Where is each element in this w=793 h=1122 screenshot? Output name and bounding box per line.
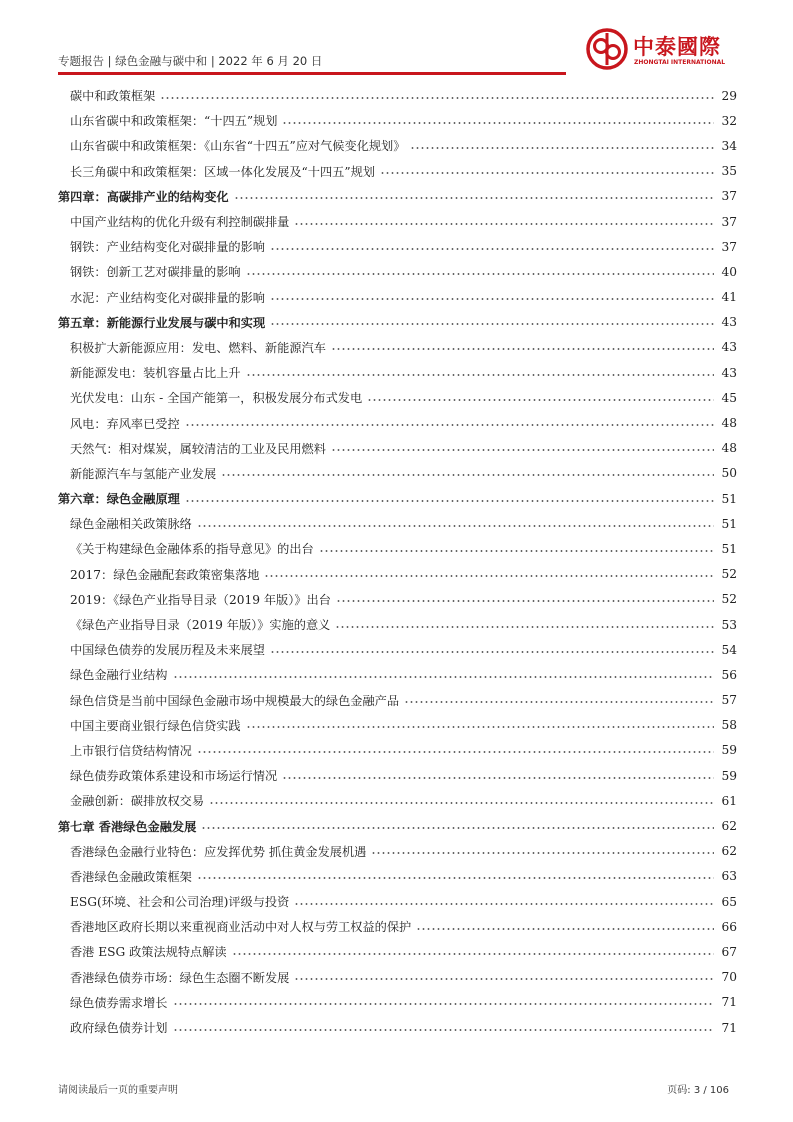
toc-dot-leader	[185, 422, 714, 428]
toc-dot-leader	[294, 901, 714, 907]
toc-dot-leader	[371, 850, 714, 856]
toc-dot-leader	[410, 145, 714, 151]
toc-entry[interactable]	[58, 436, 737, 461]
zhongtai-logo-icon	[586, 28, 628, 70]
toc-entry[interactable]	[58, 763, 737, 788]
toc-entry-title: 绿色金融相关政策脉络	[70, 517, 192, 532]
toc-entry-title: 香港绿色金融行业特色：应发挥优势 抓住黄金发展机遇	[70, 844, 367, 859]
toc-entry-page: 43	[721, 315, 737, 330]
toc-entry-title: 天然气：相对煤炭，属较清洁的工业及民用燃料	[70, 441, 326, 456]
toc-dot-leader	[282, 120, 714, 126]
toc-entry-page: 43	[721, 365, 737, 380]
toc-entry[interactable]	[58, 562, 737, 587]
toc-entry[interactable]	[58, 360, 737, 385]
toc-dot-leader	[335, 624, 714, 630]
toc-dot-leader	[270, 296, 714, 302]
toc-entry-page: 37	[721, 239, 737, 254]
toc-entry-page: 62	[721, 819, 737, 834]
toc-entry[interactable]	[58, 83, 737, 108]
toc-entry-title: 金融创新：碳排放权交易	[70, 794, 205, 809]
toc-entry-page: 40	[721, 264, 737, 279]
toc-entry-title: 光伏发电：山东 - 全国产能第一，积极发展分布式发电	[70, 391, 363, 406]
toc-entry-title: 绿色信贷是当前中国绿色金融市场中规模最大的绿色金融产品	[70, 693, 400, 708]
toc-entry-page: 71	[721, 1020, 737, 1035]
toc-dot-leader	[294, 221, 714, 227]
toc-entry-title: 山东省碳中和政策框架：《山东省“十四五”应对气候变化规划》	[70, 139, 406, 154]
toc-dot-leader	[209, 800, 714, 806]
toc-entry[interactable]	[58, 914, 737, 939]
toc-entry[interactable]	[58, 688, 737, 713]
toc-entry-page: 71	[721, 995, 737, 1010]
toc-dot-leader	[331, 346, 714, 352]
toc-entry[interactable]	[58, 461, 737, 486]
toc-entry-title: 绿色债券需求增长	[70, 995, 168, 1010]
toc-chapter-entry[interactable]	[58, 184, 737, 209]
toc-dot-leader	[173, 1027, 715, 1033]
toc-entry-page: 35	[721, 164, 737, 179]
toc-entry-page: 67	[721, 944, 737, 959]
toc-entry-title: 政府绿色债券计划	[70, 1021, 168, 1036]
toc-entry-title: 新能源发电：装机容量占比上升	[70, 366, 241, 381]
toc-entry-title: 第七章 香港绿色金融发展	[58, 819, 197, 834]
toc-entry[interactable]	[58, 637, 737, 662]
logo-name-cn: 中泰國際	[633, 35, 721, 59]
toc-dot-leader	[246, 271, 714, 277]
toc-entry-page: 50	[721, 466, 737, 481]
toc-entry-page: 37	[721, 214, 737, 229]
toc-dot-leader	[185, 498, 714, 504]
toc-entry[interactable]	[58, 159, 737, 184]
toc-entry-page: 58	[721, 718, 737, 733]
toc-dot-leader	[197, 523, 714, 529]
toc-entry-page: 52	[721, 592, 737, 607]
toc-dot-leader	[232, 951, 714, 957]
toc-entry-title: 《关于构建绿色金融体系的指导意见》的出台	[70, 542, 314, 557]
toc-entry[interactable]	[58, 662, 737, 687]
toc-entry-page: 48	[721, 416, 737, 431]
toc-entry-title: 香港地区政府长期以来重视商业活动中对人权与劳工权益的保护	[70, 920, 412, 935]
toc-entry[interactable]	[58, 939, 737, 964]
toc-entry-title: 新能源汽车与氢能产业发展	[70, 466, 217, 481]
company-logo	[586, 28, 726, 70]
toc-entry[interactable]	[58, 889, 737, 914]
toc-entry-title: ESG(环境、社会和公司治理)评级与投资	[70, 895, 290, 910]
toc-entry-title: 上市银行信贷结构情况	[70, 743, 192, 758]
toc-dot-leader	[246, 372, 714, 378]
toc-dot-leader	[173, 1001, 715, 1007]
table-of-contents	[58, 83, 737, 1040]
toc-entry-title: 香港绿色金融政策框架	[70, 869, 192, 884]
toc-entry[interactable]	[58, 864, 737, 889]
toc-entry-page: 59	[721, 743, 737, 758]
toc-entry-page: 51	[721, 541, 737, 556]
toc-entry-page: 61	[721, 793, 737, 808]
toc-dot-leader	[380, 170, 714, 176]
toc-dot-leader	[197, 749, 714, 755]
toc-dot-leader	[221, 472, 714, 478]
toc-chapter-entry[interactable]	[58, 310, 737, 335]
toc-entry-page: 45	[721, 390, 737, 405]
report-header: 专题报告 | 绿色金融与碳中和 | 2022 年 6 月 20 日	[58, 54, 323, 68]
toc-entry-page: 48	[721, 441, 737, 456]
toc-dot-leader	[270, 321, 714, 327]
toc-dot-leader	[294, 976, 714, 982]
toc-entry[interactable]	[58, 335, 737, 360]
toc-entry-page: 41	[721, 290, 737, 305]
toc-entry[interactable]	[58, 587, 737, 612]
header-divider	[58, 72, 566, 75]
toc-entry-title: 香港 ESG 政策法规特点解读	[70, 945, 227, 960]
toc-entry-page: 32	[721, 113, 737, 128]
toc-entry-title: 中国主要商业银行绿色信贷实践	[70, 718, 241, 733]
toc-entry-page: 37	[721, 189, 737, 204]
toc-dot-leader	[331, 447, 714, 453]
toc-entry-title: 水泥：产业结构变化对碳排量的影响	[70, 290, 265, 305]
toc-entry[interactable]	[58, 234, 737, 259]
toc-entry-page: 62	[721, 844, 737, 859]
toc-entry-page: 52	[721, 567, 737, 582]
toc-entry[interactable]	[58, 108, 737, 133]
toc-entry-title: 风电：弃风率已受控	[70, 416, 180, 431]
toc-entry-page: 43	[721, 340, 737, 355]
toc-entry-page: 51	[721, 491, 737, 506]
toc-entry-page: 56	[721, 667, 737, 682]
toc-entry-title: 绿色债券政策体系建设和市场运行情况	[70, 769, 278, 784]
toc-entry-title: 长三角碳中和政策框架：区域一体化发展及“十四五”规划	[70, 164, 375, 179]
toc-entry-title: 碳中和政策框架	[70, 89, 156, 104]
toc-dot-leader	[173, 674, 715, 680]
toc-entry[interactable]	[58, 965, 737, 990]
toc-entry-title: 2019：《绿色产业指导目录（2019 年版）》出台	[70, 592, 331, 607]
toc-entry-title: 中国产业结构的优化升级有利控制碳排量	[70, 215, 290, 230]
toc-entry-page: 34	[721, 138, 737, 153]
toc-dot-leader	[246, 724, 714, 730]
toc-entry[interactable]	[58, 612, 737, 637]
toc-entry[interactable]	[58, 536, 737, 561]
toc-entry[interactable]	[58, 285, 737, 310]
toc-entry[interactable]	[58, 133, 737, 158]
toc-entry[interactable]	[58, 511, 737, 536]
logo-name-en: ZHONGTAI INTERNATIONAL	[634, 59, 726, 66]
toc-chapter-entry[interactable]	[58, 486, 737, 511]
toc-dot-leader	[234, 195, 714, 201]
toc-dot-leader	[416, 926, 714, 932]
page-number: 页码: 3 / 106	[667, 1085, 729, 1096]
toc-entry[interactable]	[58, 209, 737, 234]
toc-entry-title: 钢铁：创新工艺对碳排量的影响	[70, 265, 241, 280]
toc-entry[interactable]	[58, 713, 737, 738]
toc-dot-leader	[270, 649, 714, 655]
toc-dot-leader	[319, 548, 714, 554]
toc-entry-title: 香港绿色债券市场：绿色生态圈不断发展	[70, 970, 290, 985]
toc-dot-leader	[197, 875, 714, 881]
toc-entry-title: 绿色金融行业结构	[70, 668, 168, 683]
toc-entry[interactable]	[58, 1015, 737, 1040]
toc-entry-page: 66	[721, 919, 737, 934]
toc-entry-page: 70	[721, 970, 737, 985]
toc-entry-page: 51	[721, 516, 737, 531]
footer-disclaimer: 请阅读最后一页的重要声明	[58, 1085, 178, 1096]
toc-dot-leader	[160, 95, 714, 101]
toc-entry-title: 2017：绿色金融配套政策密集落地	[70, 567, 260, 582]
toc-entry-title: 山东省碳中和政策框架：“十四五”规划	[70, 114, 278, 129]
toc-entry-page: 29	[721, 88, 737, 103]
toc-entry[interactable]	[58, 788, 737, 813]
toc-dot-leader	[201, 825, 714, 831]
toc-entry-page: 53	[721, 617, 737, 632]
toc-entry[interactable]	[58, 385, 737, 410]
toc-entry-page: 63	[721, 869, 737, 884]
toc-entry-title: 中国绿色债券的发展历程及未来展望	[70, 643, 265, 658]
toc-entry-title: 第六章：绿色金融原理	[58, 492, 180, 507]
toc-entry-title: 《绿色产业指导目录（2019 年版）》实施的意义	[70, 618, 331, 633]
toc-entry-title: 第四章：高碳排产业的结构变化	[58, 189, 229, 204]
toc-entry-page: 59	[721, 768, 737, 783]
toc-entry-page: 57	[721, 693, 737, 708]
toc-entry[interactable]	[58, 259, 737, 284]
toc-dot-leader	[336, 598, 714, 604]
toc-entry[interactable]	[58, 410, 737, 435]
toc-entry[interactable]	[58, 839, 737, 864]
toc-dot-leader	[270, 246, 714, 252]
toc-dot-leader	[367, 397, 714, 403]
toc-entry-page: 54	[721, 642, 737, 657]
toc-entry-title: 积极扩大新能源应用：发电、燃料、新能源汽车	[70, 340, 326, 355]
toc-dot-leader	[282, 775, 714, 781]
toc-dot-leader	[264, 573, 714, 579]
toc-entry[interactable]	[58, 738, 737, 763]
toc-entry-title: 钢铁：产业结构变化对碳排量的影响	[70, 240, 265, 255]
toc-chapter-entry[interactable]	[58, 813, 737, 838]
toc-entry[interactable]	[58, 990, 737, 1015]
toc-dot-leader	[404, 699, 714, 705]
toc-entry-title: 第五章：新能源行业发展与碳中和实现	[58, 315, 266, 330]
toc-entry-page: 65	[721, 894, 737, 909]
